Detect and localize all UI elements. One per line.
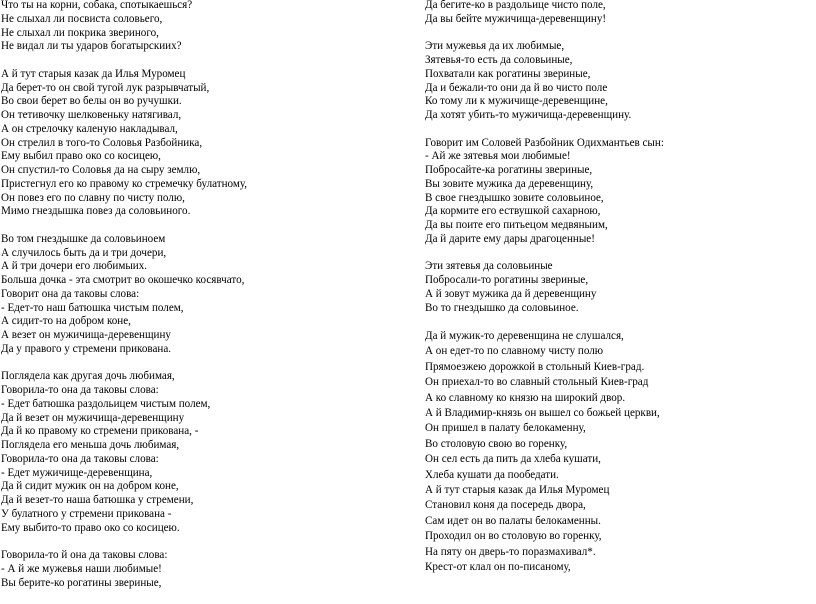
verse-line: Говорит она да таковы слова:	[1, 287, 140, 300]
verse-line: Да й мужик-то деревенщина не слушался,	[425, 330, 624, 342]
stanza	[425, 137, 805, 247]
verse-line: Да берет-то он свой тугой лук разрывчатый,	[1, 81, 210, 94]
verse-line: Похватали как рогатины звериные,	[425, 67, 591, 80]
stanza	[1, 370, 381, 535]
verse-line: Да у правого у стремени прикована.	[1, 342, 172, 355]
right-column	[425, 0, 805, 589]
verse-line: - Едет мужичище-деревенщина,	[1, 466, 153, 479]
stanza	[1, 549, 381, 590]
verse-line: Он повез его по славну по чисту полю,	[1, 191, 185, 204]
verse-line: Ко тому ли к мужичище-деревенщине,	[425, 95, 608, 108]
verse-line: Больша дочка - эта смотрит во окошечко косявчато,	[1, 274, 245, 286]
verse-line: Не видал ли ты ударов богатырскиих?	[1, 40, 182, 53]
verse-line: А случилось быть да и три дочери,	[1, 246, 167, 259]
verse-line: Зятевья-то есть да соловьиные,	[425, 54, 573, 66]
verse-line: Вы зовите мужика да деревенщину,	[425, 177, 594, 190]
verse-line: А он едет-то по славному чисту полю	[425, 345, 604, 358]
stanza	[1, 233, 381, 357]
verse-line: - А й же мужевья наши любимые!	[1, 562, 162, 575]
left-column	[1, 0, 381, 604]
stanza	[425, 260, 805, 315]
verse-line: Побросайте-ка рогатины звериные,	[425, 164, 593, 176]
verse-line: Крест-от клал он по-писаному,	[425, 561, 571, 574]
verse-line: Да вы поите его питьецом медвяныим,	[425, 219, 608, 231]
verse-line: Он пришел в палату белокаменну,	[425, 422, 586, 435]
verse-line: Эти мужевья да их любимые,	[425, 40, 565, 53]
verse-line: Да й сидит мужик он на добром коне,	[1, 480, 179, 493]
verse-line: А везет он мужичища-деревенщину	[1, 329, 171, 341]
verse-line: Он стрелил в того-то Соловья Разбойника,	[1, 136, 203, 149]
verse-line: Да хотят убить-то мужичища-деревенщину.	[425, 109, 632, 121]
verse-line: Говорит им Соловей Разбойник Одихмантьев сын:	[425, 136, 664, 149]
verse-line: Эти зятевья да соловьиные	[425, 260, 553, 273]
verse-line: Во столовую свою во горенку,	[425, 437, 568, 450]
verse-line: - Едет-то наш батюшка чистым полем,	[1, 301, 184, 314]
verse-line: Ему выбито-то право око со косицею.	[1, 521, 180, 534]
verse-line: Вы берите-ко рогатины звериные,	[1, 576, 162, 589]
verse-line: Хлеба кушати да пообедати.	[425, 468, 559, 481]
verse-line: Поглядела как другая дочь любимая,	[1, 370, 175, 383]
verse-line: Сам идет он во палаты белокаменны.	[425, 514, 601, 527]
verse-line: Он приехал-то во славный стольный Киев-град	[425, 376, 649, 389]
verse-line: Во том гнездышке да соловьиноем	[1, 232, 166, 245]
verse-line: Говорила-то она да таковы слова:	[1, 452, 159, 465]
verse-line: Да вы бейте мужичища-деревенщину!	[425, 12, 607, 25]
verse-line: Прямоезжею дорожкой в стольный Киев-град.	[425, 360, 645, 373]
verse-line: Ему выбил право око со косицею,	[1, 150, 161, 163]
stanza	[425, 40, 805, 123]
stanza	[425, 0, 805, 27]
stanza	[1, 68, 381, 219]
verse-line: Он спустил-то Соловья да на сыру землю,	[1, 164, 201, 176]
verse-line: А сидит-то на добром коне,	[1, 315, 131, 328]
verse-line: А он стрелочку каленую накладывал,	[1, 122, 178, 135]
verse-line: У булатного у стремени прикована -	[1, 507, 172, 520]
verse-line: А ко славному ко князю на широкий двор.	[425, 391, 626, 404]
verse-line: Да й ко правому ко стремени прикована, -	[1, 425, 199, 438]
verse-line: Пристегнул его ко правому ко стремечку булатному,	[1, 177, 248, 190]
verse-line: Мимо гнездышка повез да соловьиного.	[1, 205, 191, 218]
verse-line: Да й везет он мужичища-деревенщину	[1, 411, 185, 424]
stanza	[425, 329, 805, 576]
verse-line: Да и бежали-то они да й во чисто поле	[425, 81, 608, 94]
verse-line: Да бегите-ко в раздольице чисто поле,	[425, 0, 606, 11]
verse-line: - Ай же зятевья мои любимые!	[425, 150, 571, 163]
stanza	[1, 0, 381, 54]
verse-line: А й тут старыя казак да Илья Муромец	[1, 67, 186, 80]
verse-line: Да й везет-то наша батюшка у стремени,	[1, 494, 194, 506]
verse-line: Он тетивочку шелковеньку натягивал,	[1, 109, 182, 121]
verse-line: А й Владимир-князь он вышел со божьей церкви,	[425, 407, 660, 420]
verse-line: Говорила-то й она да таковы слова:	[1, 549, 168, 561]
verse-line: Проходил он во столовую во горенку,	[425, 530, 602, 543]
verse-line: Во то гнездышко да соловьиное.	[425, 301, 579, 314]
verse-line: А й зовут мужика да й деревенщину	[425, 287, 597, 300]
verse-line: Да й дарите ему дары драгоценные!	[425, 232, 595, 245]
verse-line: А й три дочери его любимыих.	[1, 260, 148, 273]
verse-line: Что ты на корни, собака, спотыкаешься?	[1, 0, 193, 11]
verse-line: Становил коня да посередь двора,	[425, 499, 586, 512]
verse-line: А й тут старыя казак да Илья Муромец	[425, 484, 610, 497]
verse-line: Не слыхал ли покрика звериного,	[1, 26, 159, 39]
verse-line: Поглядела его меньша дочь любимая,	[1, 439, 180, 451]
verse-line: Да кормите его ествушкой сахарною,	[425, 205, 601, 218]
verse-line: Говорила-то она да таковы слова:	[1, 384, 159, 396]
verse-line: Он сел есть да пить да хлеба кушати,	[425, 453, 601, 466]
verse-line: Побросали-то рогатины звериные,	[425, 274, 589, 286]
verse-line: Не слыхал ли посвиста соловьего,	[1, 12, 163, 25]
verse-line: Во свои берет во белы он во ручушки.	[1, 95, 182, 108]
verse-line: - Едет батюшка раздольицем чистым полем,	[1, 397, 211, 410]
verse-line: В свое гнездышко зовите соловьиное,	[425, 191, 604, 204]
verse-line: На пяту он дверь-то поразмахивал*.	[425, 545, 596, 558]
